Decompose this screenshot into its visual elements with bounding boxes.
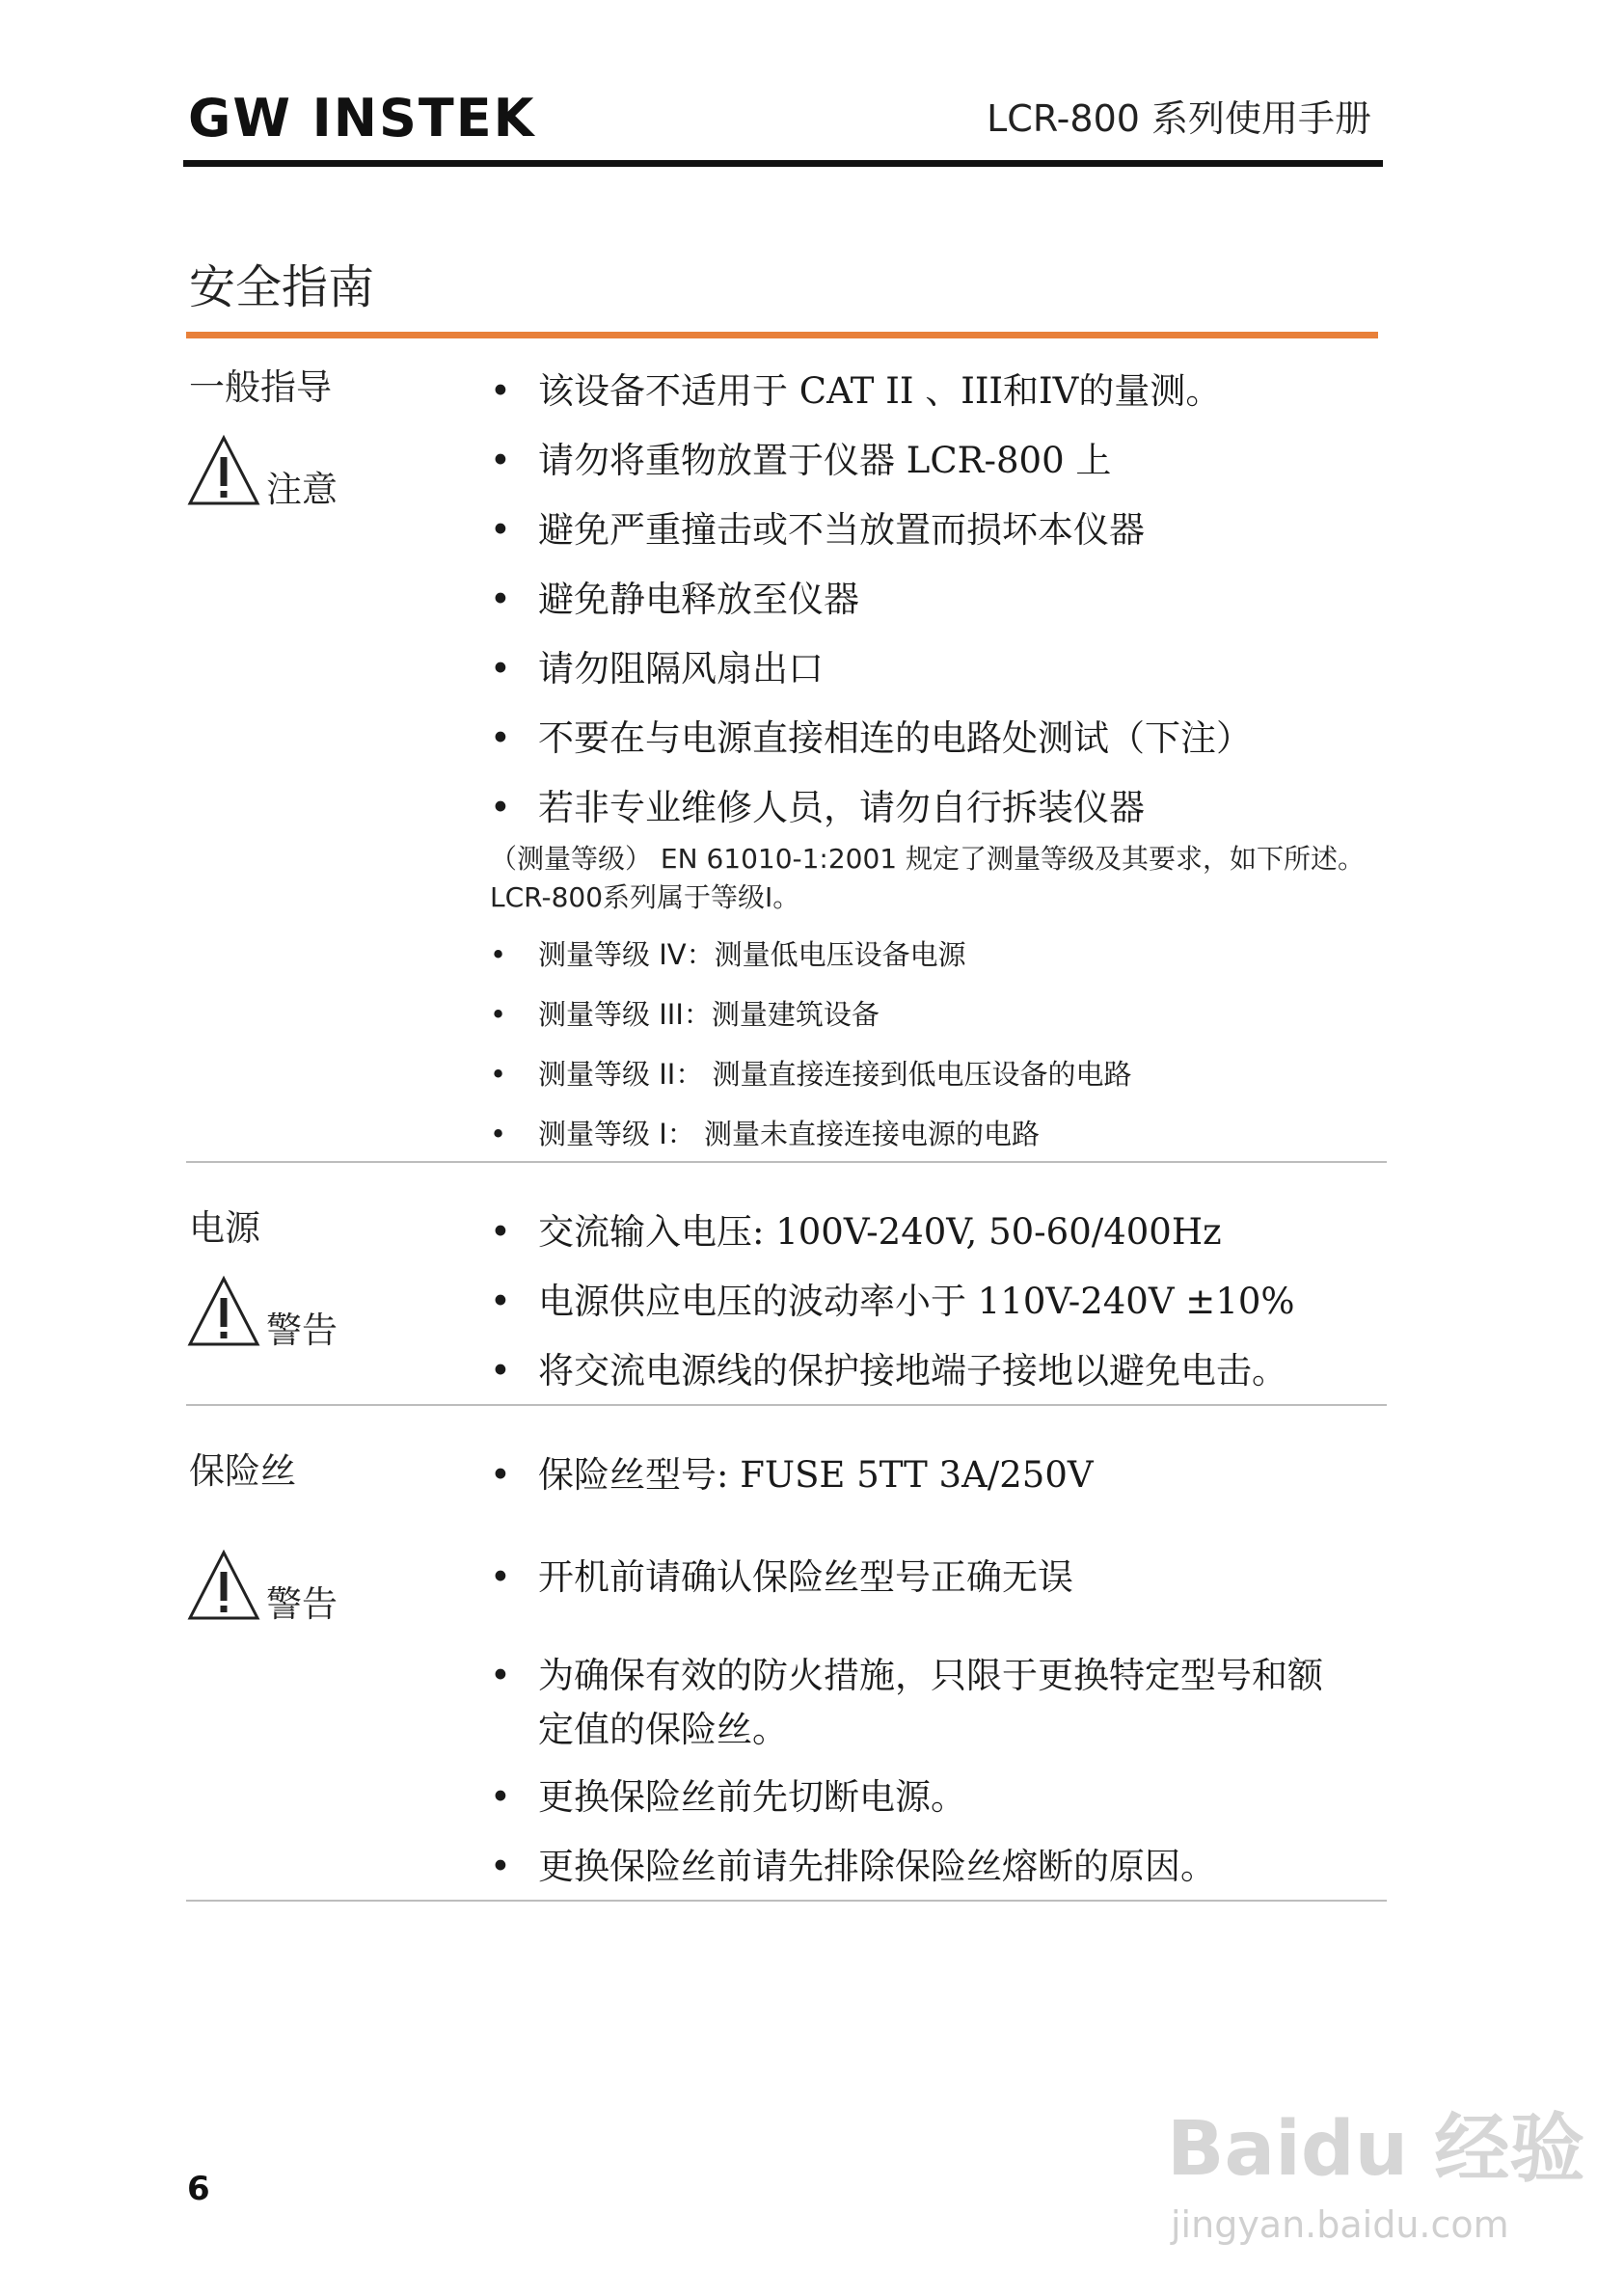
page-number: 6 <box>187 2170 210 2208</box>
list-item: • 交流输入电压: 100V-240V, 50-60/400Hz <box>490 1211 1222 1253</box>
section-title: 安全指南 <box>189 260 375 314</box>
section-divider <box>186 1161 1387 1163</box>
warning-triangle-icon <box>187 434 260 507</box>
list-item: • 为确保有效的防火措施，只限于更换特定型号和额定值的保险丝。 <box>490 1655 1323 1750</box>
list-item: • 该设备不适用于 CAT II 、III和IV的量测。 <box>490 370 1222 412</box>
label-power: 电源 <box>189 1207 260 1249</box>
category-item: • 测量等级 IV：测量低电压设备电源 <box>490 938 966 971</box>
category-item: • 测量等级 I： 测量未直接连接电源的电路 <box>490 1118 1040 1150</box>
measurement-note: （测量等级） EN 61010-1:2001 规定了测量等级及其要求，如下所述。 <box>490 843 1366 875</box>
watermark <box>1167 2093 1591 2266</box>
warning-triangle-icon <box>187 1549 260 1622</box>
watermark-brand: Baidu 经验 <box>1167 2106 1585 2193</box>
measurement-note-cont: LCR-800系列属于等级I。 <box>490 881 800 913</box>
header-rule <box>183 160 1383 167</box>
list-item: • 请勿将重物放置于仪器 LCR-800 上 <box>490 440 1112 481</box>
list-item: • 将交流电源线的保护接地端子接地以避免电击。 <box>490 1350 1287 1391</box>
warning-triangle-icon <box>187 1275 260 1348</box>
list-item: • 不要在与电源直接相连的电路处测试（下注） <box>490 717 1252 759</box>
list-item: • 避免静电释放至仪器 <box>490 579 859 620</box>
list-item: • 若非专业维修人员，请勿自行拆装仪器 <box>490 787 1145 828</box>
list-item: • 开机前请确认保险丝型号正确无误 <box>490 1556 1073 1598</box>
list-item: • 避免严重撞击或不当放置而损坏本仪器 <box>490 509 1145 551</box>
label-fuse: 保险丝 <box>189 1450 296 1492</box>
list-item: • 请勿阻隔风扇出口 <box>490 648 824 689</box>
caution-label: 注意 <box>266 469 338 510</box>
section-divider <box>186 1404 1387 1406</box>
manual-title: LCR-800 系列使用手册 <box>987 97 1371 140</box>
category-item: • 测量等级 II： 测量直接连接到低电压设备的电路 <box>490 1058 1132 1091</box>
list-item: • 电源供应电压的波动率小于 110V-240V ±10% <box>490 1281 1295 1322</box>
section-rule <box>186 332 1378 338</box>
list-item: • 保险丝型号: FUSE 5TT 3A/250V <box>490 1454 1094 1496</box>
warning-label: 警告 <box>266 1310 338 1351</box>
category-item: • 测量等级 III：测量建筑设备 <box>490 998 880 1031</box>
warning-label: 警告 <box>266 1583 338 1625</box>
list-item: • 更换保险丝前先切断电源。 <box>490 1776 966 1818</box>
watermark-url: jingyan.baidu.com <box>1171 2203 1509 2246</box>
section-divider <box>186 1900 1387 1902</box>
brand-logo: GW INSTEK <box>188 88 536 149</box>
label-general: 一般指导 <box>189 366 332 408</box>
list-item: • 更换保险丝前请先排除保险丝熔断的原因。 <box>490 1846 1216 1887</box>
